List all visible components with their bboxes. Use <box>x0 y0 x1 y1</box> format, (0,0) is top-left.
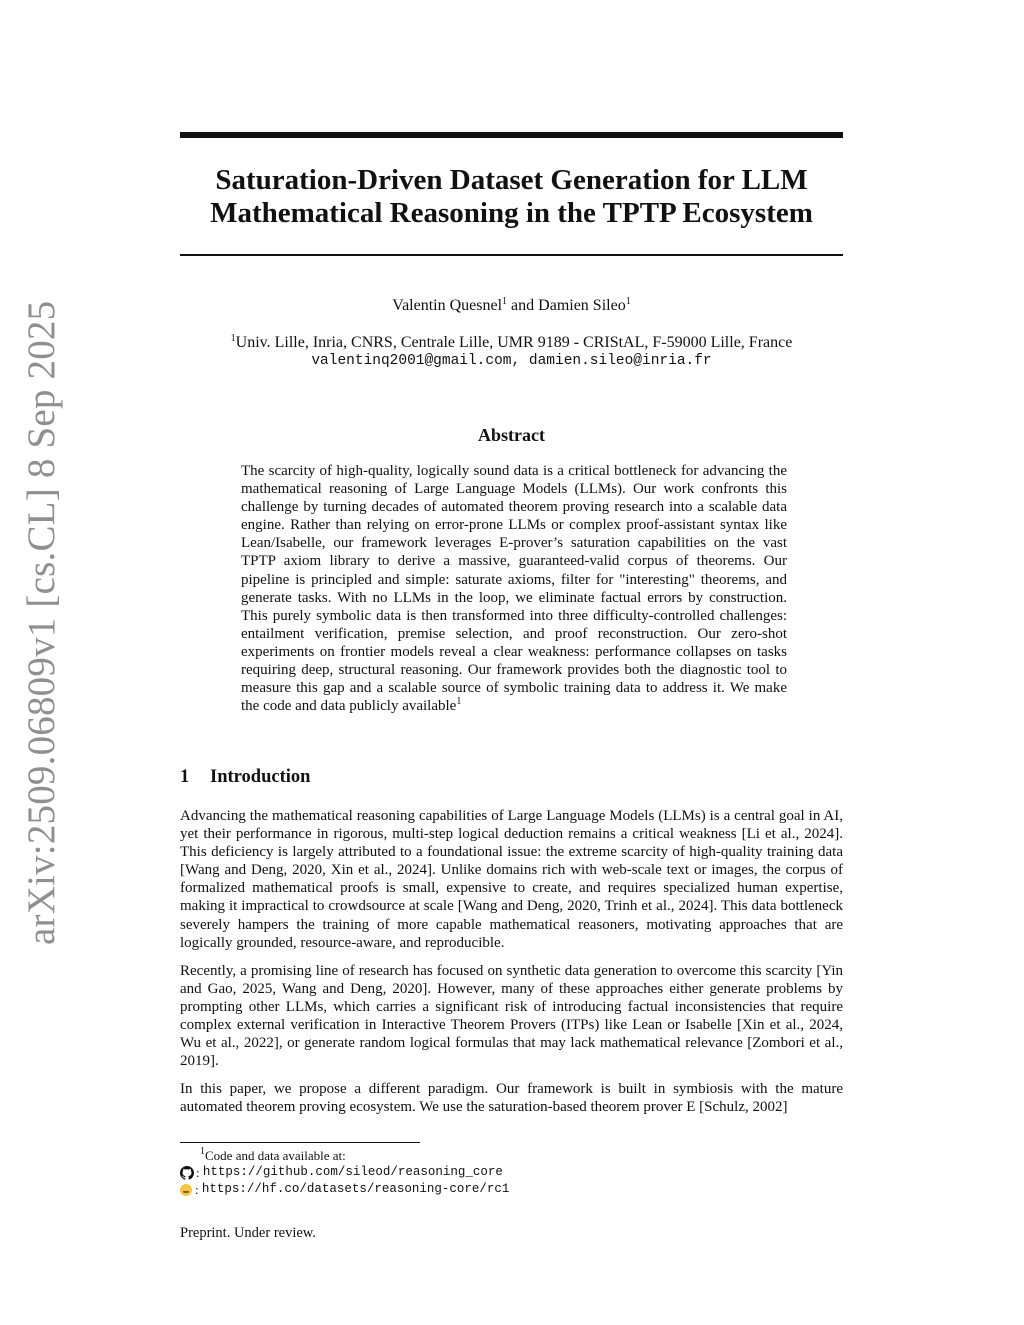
paragraph: Advancing the mathematical reasoning capabilities of Large Language Models (LLMs) is a central goal in AI, yet their performance in rigorous, multi-step logical deduction remains a critical weakness [Li et al., 2024]. This deficiency is largely attributed to a foundational issue: the extreme scarcity of high-quality training data [Wang and Deng, 2020, Xin et al., 2024]. Unlike domains rich with web-scale text or images, the corpus of formalized mathematical proofs is small, expensive to create, and requires specialized human expertise, making it impractical to crowdsource at scale [Wang and Deng, 2020, Trinh et al., 2024]. This data bottleneck severely hampers the training of more capable mathematical reasoners, motivating approaches that are logically grounded, resource-aware, and reproducible. <box>180 808 843 951</box>
preprint-note: Preprint. Under review. <box>180 1225 316 1241</box>
author-list <box>180 297 843 315</box>
huggingface-link[interactable]: https://hf.co/datasets/reasoning-core/rc1 <box>201 1182 510 1196</box>
section-title: Introduction <box>210 767 311 787</box>
section-number: 1 <box>180 767 190 787</box>
abstract-body <box>241 462 787 715</box>
github-icon <box>180 1166 194 1180</box>
section-heading <box>180 767 310 788</box>
author-name: Damien Sileo <box>538 297 626 314</box>
affiliation-mark: 1 <box>502 296 508 307</box>
affiliation-text: Univ. Lille, Inria, CNRS, Centrale Lille, UMR 9189 - CRIStAL, F-59000 Lille, France <box>235 334 793 351</box>
affiliation <box>180 334 843 352</box>
footnote-mark[interactable]: 1 <box>456 696 462 708</box>
introduction-body <box>180 807 843 1117</box>
footnote-separator: : <box>196 1165 203 1180</box>
huggingface-icon <box>180 1184 192 1196</box>
author-conjunction: and <box>507 297 539 314</box>
paper-title <box>180 164 843 230</box>
title-line-2: Mathematical Reasoning in the TPTP Ecosystem <box>210 197 813 229</box>
footnote-hf-line <box>180 1181 843 1198</box>
paragraph: Recently, a promising line of research has focused on synthetic data generation to overcome this scarcity [Yin and Gao, 2025, Wang and Deng, 2020]. However, many of these approaches either generate problems by prompting other LLMs, which carries a significant risk of introducing factual inconsistencies that require complex external verification in Interactive Theorem Provers (ITPs) like Lean or Isabelle [Xin et al., 2024, Wu et al., 2022], or generate random logical formulas that may lack mathematical relevance [Zombori et al., 2019]. <box>180 962 843 1070</box>
title-line-1: Saturation-Driven Dataset Generation for LLM <box>215 164 808 196</box>
footnote-line <box>180 1147 843 1164</box>
footnote-separator: : <box>195 1182 202 1197</box>
author-emails[interactable]: valentinq2001@gmail.com, damien.sileo@inria.fr <box>311 353 712 369</box>
title-top-rule <box>180 132 843 138</box>
paragraph: In this paper, we propose a different paradigm. Our framework is built in symbiosis with the mature automated theorem proving ecosystem. We use the saturation-based theorem prover E [Schulz, 2002] <box>180 1081 843 1116</box>
github-link[interactable]: https://github.com/sileod/reasoning_core <box>202 1165 503 1179</box>
abstract-text: The scarcity of high-quality, logically sound data is a critical bottleneck for advancing the mathematical reasoning of Large Language Models (LLMs). Our work confronts this challenge by turning decades of automated theorem proving research into a scalable data engine. Rather than relying on error-prone LLMs or complex proof-assistant syntax like Lean/Isabelle, our framework leverages E-prover’s saturation capabilities on the vast TPTP axiom library to derive a massive, guaranteed-valid corpus of theorems. Our pipeline is principled and simple: saturate axioms, filter for "interesting" theorems, and generate tasks. With no LLMs in the loop, we eliminate factual errors by construction. This purely symbolic data is then transformed into three difficulty-controlled challenges: entailment verification, premise selection, and proof reconstruction. Our zero-shot experiments on frontier models reveal a clear weakness: performance collapses on tasks requiring deep, structural reasoning. Our framework provides both the diagnostic tool to measure this gap and a scalable source of symbolic training data to address it. We make the code and data publicly available <box>241 463 787 715</box>
arxiv-identifier[interactable]: arXiv:2509.06809v1 [cs.CL] 8 Sep 2025 <box>20 300 63 945</box>
footnote-text: Code and data available at: <box>205 1148 346 1163</box>
abstract-heading: Abstract <box>478 425 545 445</box>
footnote-block <box>180 1147 843 1198</box>
footnote-rule <box>180 1142 420 1143</box>
footnote-mark: 1 <box>200 1146 205 1157</box>
affiliation-mark: 1 <box>230 333 236 344</box>
title-bottom-rule <box>180 254 843 256</box>
author-name: Valentin Quesnel <box>392 297 503 314</box>
affiliation-mark: 1 <box>625 296 631 307</box>
footnote-github-line <box>180 1164 843 1181</box>
